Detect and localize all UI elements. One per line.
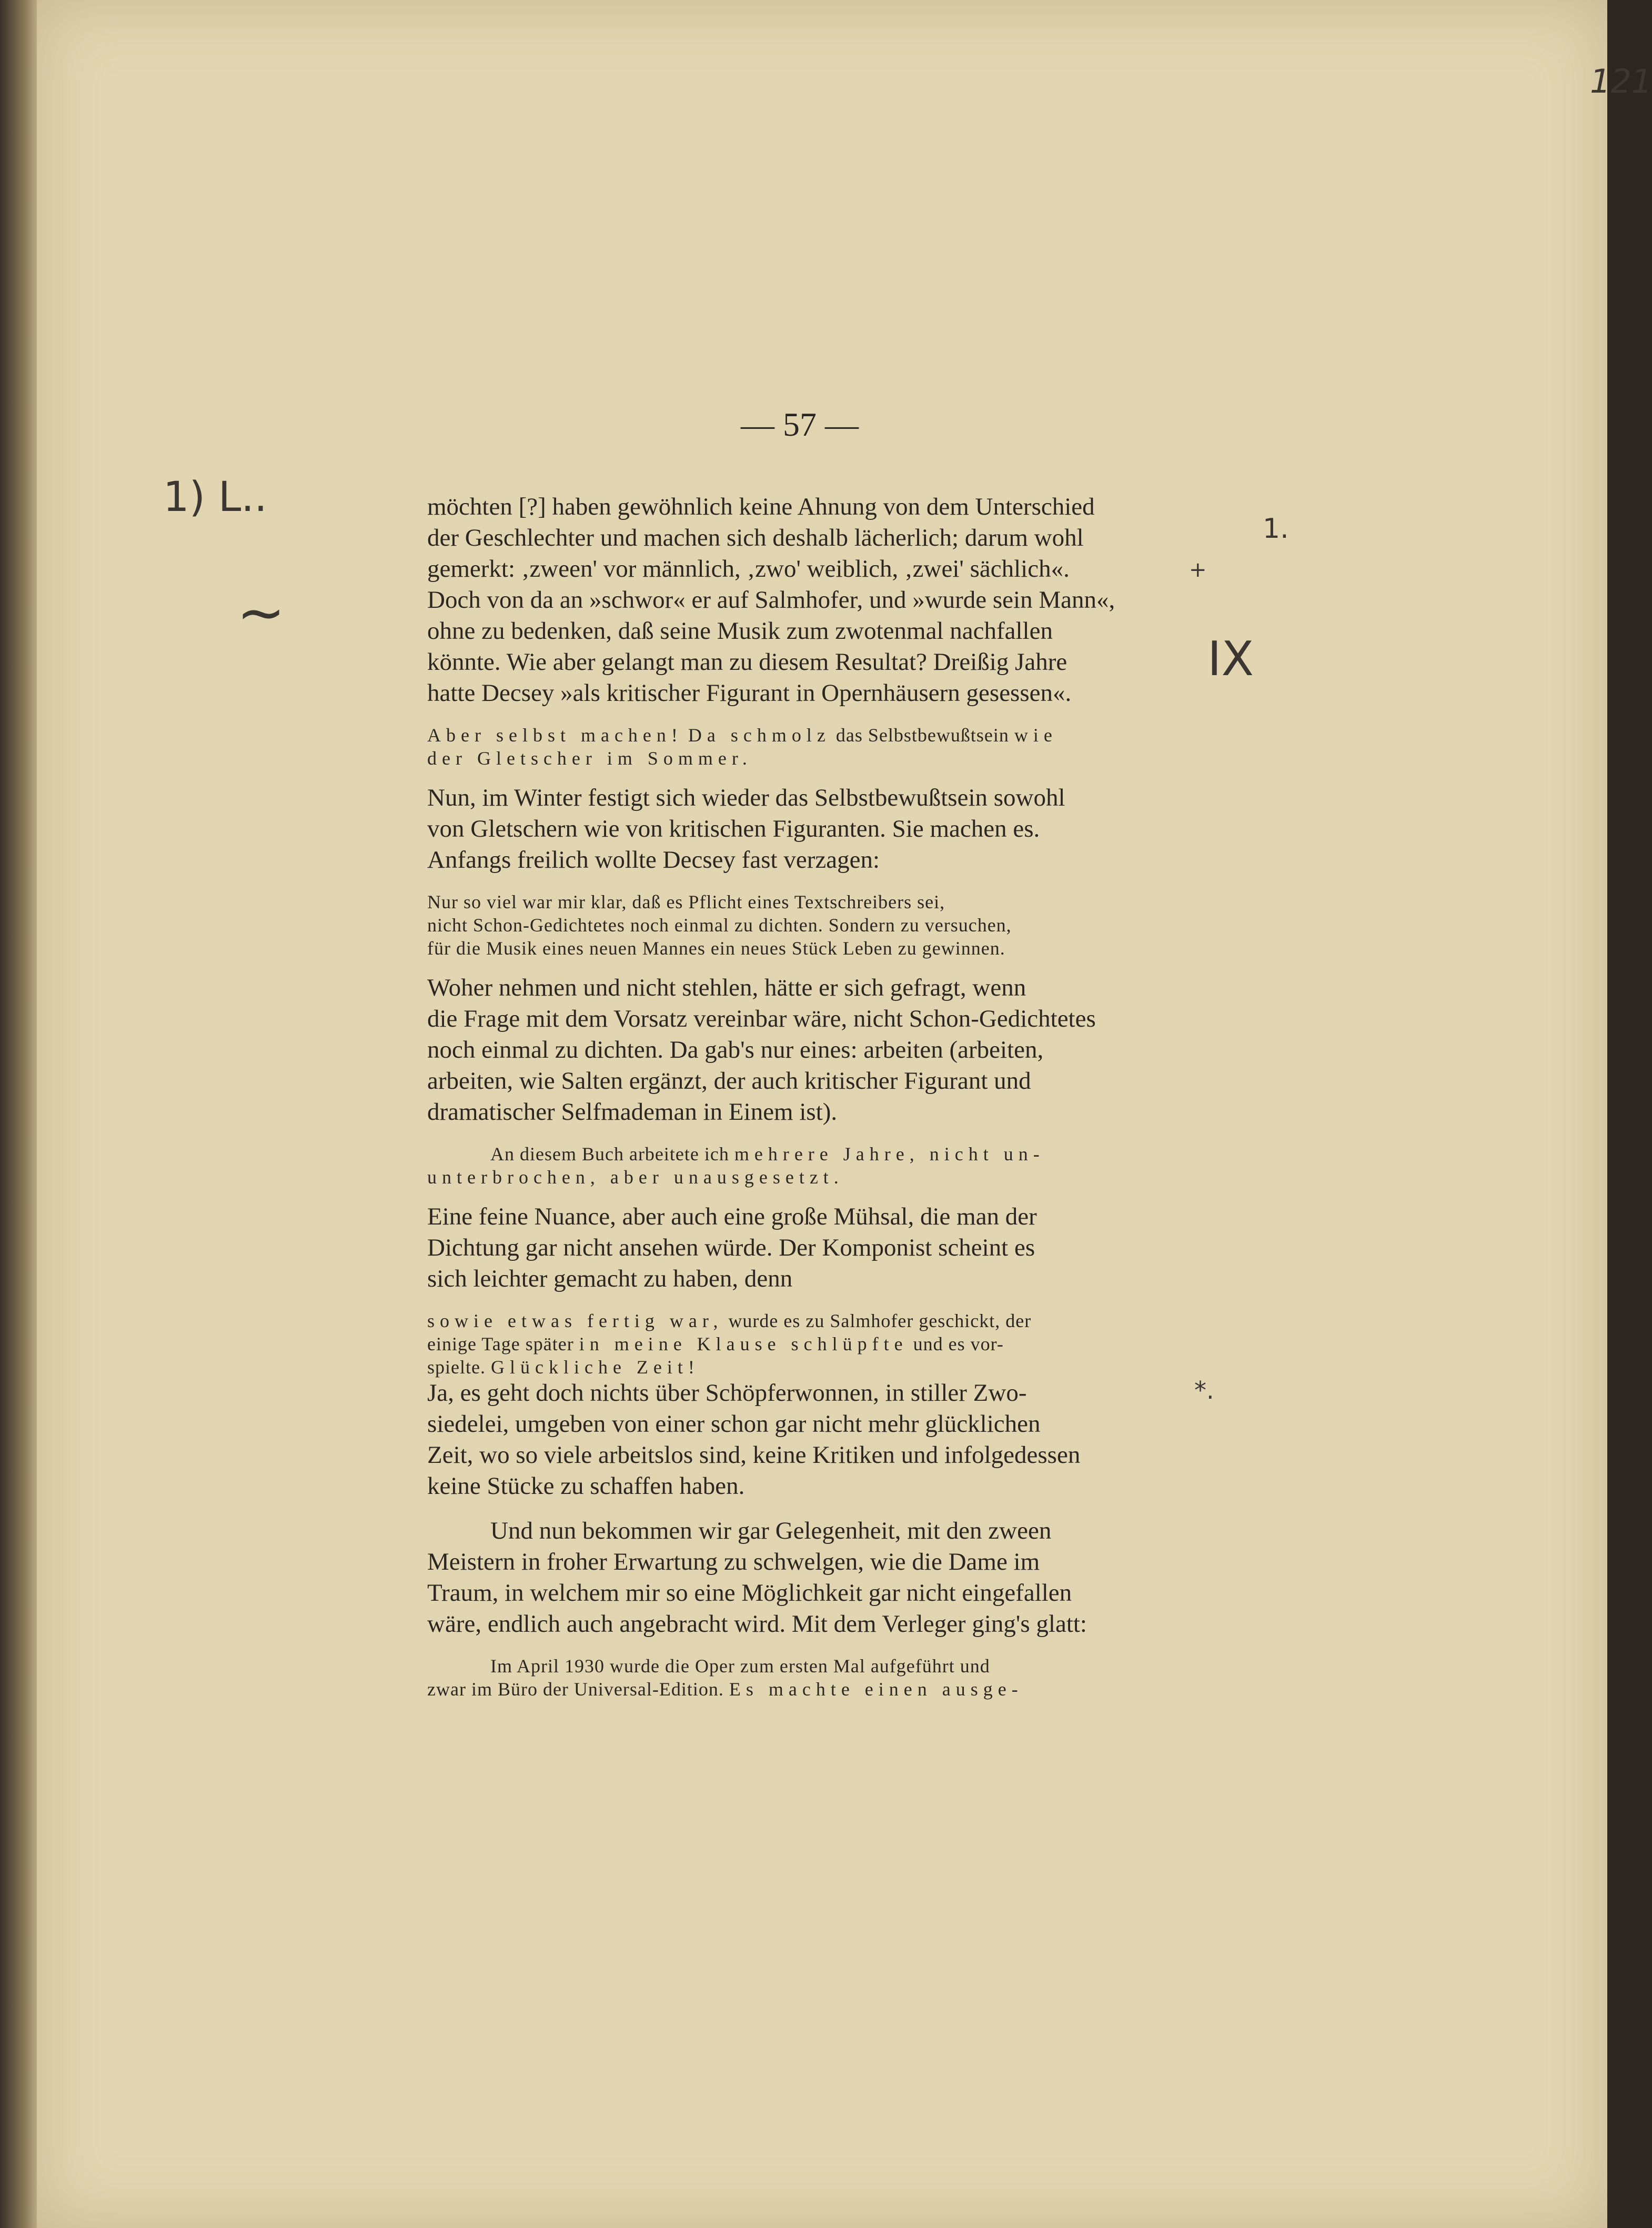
quote-text: zwar im Büro der Universal-Edition.	[427, 1679, 724, 1700]
margin-note-left-top: 1) L..	[163, 474, 267, 521]
quote-line	[427, 1311, 1174, 1334]
quote-line: für die Musik eines neuen Mannes ein neues Stück Leben zu gewinnen.	[427, 938, 1005, 959]
text-line: der Geschlechter und machen sich deshalb lächerlich; darum wohl	[427, 524, 1084, 551]
quote-line	[427, 749, 1174, 772]
spaced-text: Aber selbst machen!	[427, 725, 683, 746]
text-line: Woher nehmen und nicht stehlen, hätte er sich gefragt, wenn	[427, 974, 1026, 1001]
margin-note-star: *.	[1194, 1376, 1214, 1404]
text-line: ohne zu bedenken, daß seine Musik zum zwotenmal nachfallen	[427, 617, 1053, 645]
spaced-text: in meine Klause schlüpfte	[579, 1333, 908, 1354]
text-line: die Frage mit dem Vorsatz vereinbar wäre, nicht Schon-Gedichtetes	[427, 1005, 1096, 1032]
text-line: Ja, es geht doch nichts über Schöpferwonnen, in stiller Zwo-	[427, 1379, 1027, 1407]
text-line: Nun, im Winter festigt sich wieder das Selbstbewußtsein sowohl	[427, 784, 1065, 811]
margin-note-right-top: 1.	[1263, 513, 1289, 545]
text-line: dramatischer Selfmademan in Einem ist).	[427, 1098, 838, 1126]
quote-line	[427, 1334, 1174, 1358]
spaced-text: Da schmolz	[688, 725, 831, 746]
text-line: Meistern in froher Erwartung zu schwelgen, wie die Dame im	[427, 1548, 1040, 1575]
spaced-text: Glückliche Zeit!	[490, 1357, 700, 1378]
quote-line	[427, 1680, 1174, 1703]
quote-line	[427, 1168, 1174, 1191]
text-line: sich leichter gemacht zu haben, denn	[427, 1265, 793, 1292]
quote-text: und es vor-	[913, 1333, 1004, 1354]
text-line: Eine feine Nuance, aber auch eine große Mühsal, die man der	[427, 1203, 1037, 1230]
quote-text: An diesem Buch arbeitete ich	[490, 1143, 729, 1165]
quote-line: nicht Schon-Gedichtetes noch einmal zu dichten. Sondern zu versuchen,	[427, 915, 1012, 936]
text-line: Doch von da an »schwor« er auf Salmhofer, und »wurde sein Mann«,	[427, 586, 1115, 614]
text-line: arbeiten, wie Salten ergänzt, der auch kritischer Figurant und	[427, 1067, 1031, 1095]
quote-line: Nur so viel war mir klar, daß es Pflicht eines Textschreibers sei,	[427, 891, 945, 912]
spaced-text: sowie etwas fertig war,	[427, 1310, 723, 1331]
text-line: könnte. Wie aber gelangt man zu diesem Resultat? Dreißig Jahre	[427, 648, 1067, 676]
text-line: noch einmal zu dichten. Da gab's nur eines: arbeiten (arbeiten,	[427, 1036, 1044, 1063]
text-line: Und nun bekommen wir gar Gelegenheit, mit den zween	[490, 1517, 1052, 1544]
text-line: möchten [?] haben gewöhnlich keine Ahnung von dem Unterschied	[427, 493, 1095, 520]
spaced-text: wie	[1014, 725, 1057, 746]
spaced-text: der Gletscher im Sommer.	[427, 748, 752, 769]
text-line: Zeit, wo so viele arbeitslos sind, keine Kritiken und infolgedessen	[427, 1441, 1081, 1469]
quote-text: das Selbstbewußtsein	[835, 725, 1009, 746]
book-spine	[0, 0, 42, 2228]
spaced-text: Es machte einen ausge-	[729, 1679, 1023, 1700]
quote-line: Im April 1930 wurde die Oper zum ersten Mal aufgeführt und	[490, 1655, 990, 1677]
quote-text: einige Tage später	[427, 1333, 574, 1354]
text-line: Anfangs freilich wollte Decsey fast verzagen:	[427, 846, 880, 874]
quote-line	[427, 1145, 1174, 1168]
text-line: gemerkt: ‚zween' vor männlich, ‚zwo' weiblich, ‚zwei' sächlich«.	[427, 555, 1070, 583]
quote-line	[427, 1358, 1174, 1381]
quote-text: spielte.	[427, 1357, 486, 1378]
folio-number: 121	[1590, 62, 1652, 101]
text-line: von Gletschern wie von kritischen Figuranten. Sie machen es.	[427, 815, 1040, 842]
page-number: — 57 —	[741, 406, 859, 443]
text-line: keine Stücke zu schaffen haben.	[427, 1472, 745, 1500]
quote-line	[427, 726, 1174, 749]
margin-note-right-mid: +	[1189, 558, 1207, 582]
quote-text: wurde es zu Salmhofer geschickt, der	[728, 1310, 1032, 1331]
text-line: siedelei, umgeben von einer schon gar nicht mehr glücklichen	[427, 1410, 1041, 1438]
document-page	[37, 0, 1652, 2228]
text-line: wäre, endlich auch angebracht wird. Mit dem Verleger ging's glatt:	[427, 1610, 1087, 1638]
spaced-text: unterbrochen, aber unausgesetzt.	[427, 1167, 844, 1188]
margin-note-left-mid: ~	[237, 579, 286, 646]
text-line: Traum, in welchem mir so eine Möglichkeit gar nicht eingefallen	[427, 1579, 1072, 1607]
spaced-text: mehrere Jahre, nicht un-	[734, 1143, 1045, 1165]
body-text	[427, 495, 1174, 1703]
text-line: Dichtung gar nicht ansehen würde. Der Komponist scheint es	[427, 1234, 1035, 1261]
text-line: hatte Decsey »als kritischer Figurant in Opernhäusern gesessen«.	[427, 679, 1072, 707]
margin-note-roman-numeral: IX	[1207, 631, 1254, 687]
